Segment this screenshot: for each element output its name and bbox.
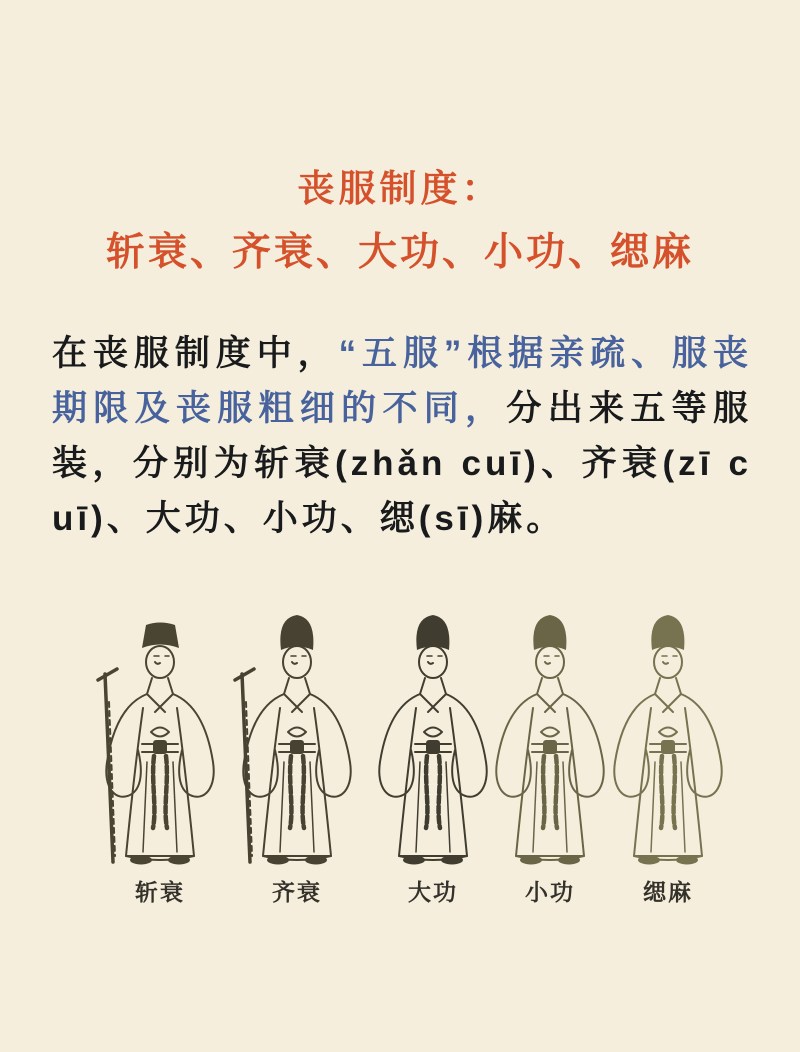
paragraph-segment-highlight: “五服” — [338, 334, 466, 373]
figure-zi-cui — [222, 612, 372, 907]
hair-bun — [533, 615, 566, 650]
page-subtitle: 斩衰、齐衰、大功、小功、缌麻 — [105, 231, 694, 274]
hair-bun — [651, 615, 684, 650]
face — [536, 646, 564, 678]
figure-zhan-cui — [85, 612, 235, 907]
face — [283, 646, 311, 678]
figure-caption: 缌麻 — [643, 880, 693, 905]
figure-caption: 齐衰 — [272, 880, 322, 905]
mourning-figure-illustration — [593, 612, 743, 870]
face — [146, 646, 174, 678]
face — [654, 646, 682, 678]
hair-bun — [280, 615, 313, 650]
figure-si-ma — [593, 612, 743, 907]
paragraph-segment: 分出来五等服装，分别为斩衰(zhǎn cuī)、齐衰(zī cuī)、大功、小功、缌(sī)麻。 — [52, 389, 752, 538]
cap-hat — [142, 623, 179, 649]
figure-caption: 小功 — [525, 880, 575, 905]
paragraph-segment-highlight: 根据亲疏、服丧期限及丧服粗细的不同， — [52, 334, 752, 428]
mourning-figure-illustration — [222, 612, 372, 870]
face — [419, 646, 447, 678]
body-paragraph — [52, 326, 752, 546]
mourning-figures-row — [0, 612, 800, 922]
figure-caption: 大功 — [408, 880, 458, 905]
page-title: 丧服制度： — [297, 168, 503, 209]
hair-bun — [416, 615, 449, 650]
mourning-figure-illustration — [85, 612, 235, 870]
paragraph-segment: 在丧服制度中， — [52, 334, 339, 373]
figure-caption: 斩衰 — [135, 880, 185, 905]
